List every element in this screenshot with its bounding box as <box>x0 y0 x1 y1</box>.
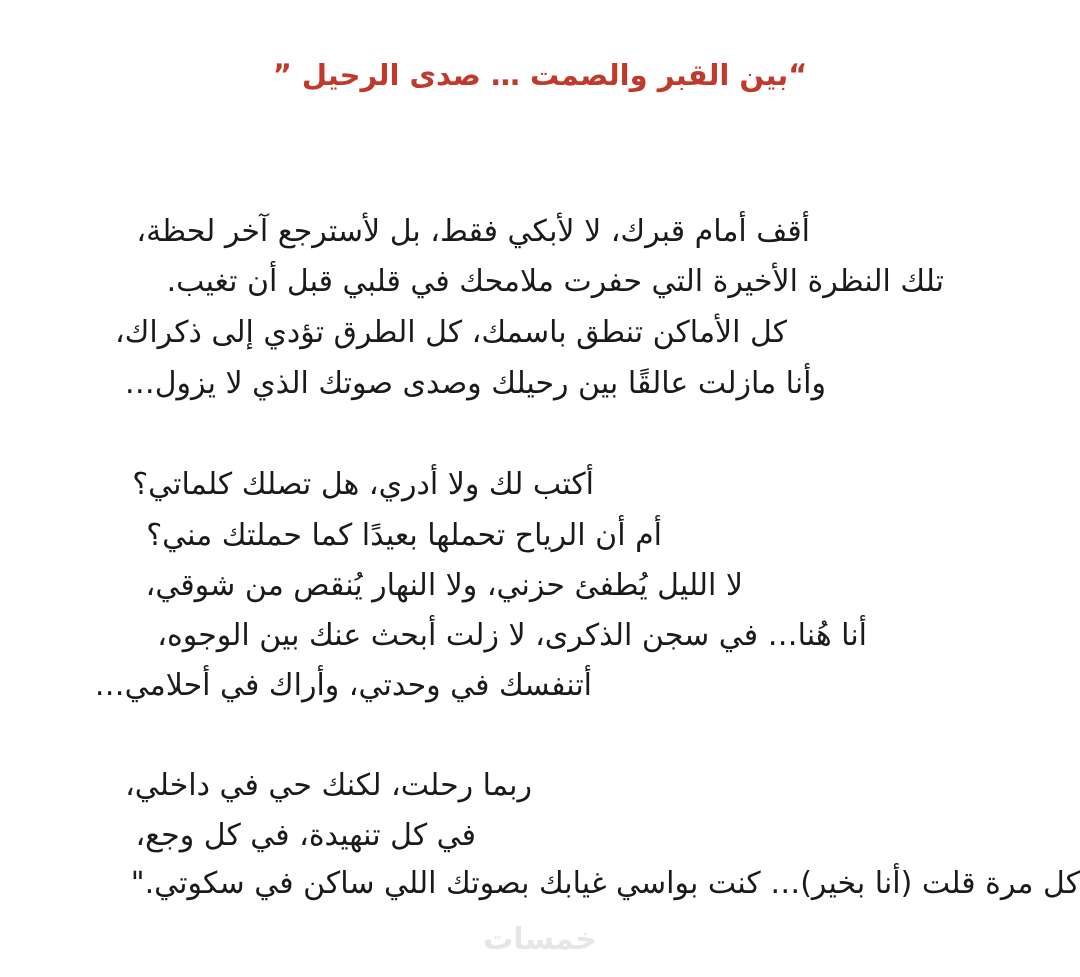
poem-line: أم أن الرياح تحملها بعيدًا كما حملتك مني؟ <box>146 518 662 553</box>
poem-line: أتنفسك في وحدتي، وأراك في أحلامي… <box>94 668 592 703</box>
poem-line: أنا هُنا… في سجن الذكرى، لا زلت أبحث عنك بين الوجوه، <box>157 618 867 653</box>
poem-line: وأنا مازلت عالقًا بين رحيلك وصدى صوتك الذي لا يزول… <box>124 366 826 401</box>
poem-line: أقف أمام قبرك، لا لأبكي فقط، بل لأسترجع آخر لحظة، <box>136 214 810 249</box>
poem-line: في كل تنهيدة، في كل وجع، <box>135 818 476 853</box>
poem-line: كل الأماكن تنطق باسمك، كل الطرق تؤدي إلى ذكراك، <box>114 315 787 350</box>
poem-title: “بين القبر والصمت … صدى الرحيل ” <box>272 58 808 92</box>
poem-line: ربما رحلت، لكنك حي في داخلي، <box>125 768 532 803</box>
watermark-logo: خمسات <box>483 922 597 957</box>
poem-line: تلك النظرة الأخيرة التي حفرت ملامحك في قلبي قبل أن تغيب. <box>166 264 944 299</box>
poem-line: لا الليل يُطفئ حزني، ولا النهار يُنقص من شوقي، <box>145 568 743 603</box>
poem-line: كل مرة قلت (أنا بخير)… كنت بواسي غيابك بصوتك اللي ساكن في سكوتي." <box>130 866 1080 901</box>
poem-line: أكتب لك ولا أدري، هل تصلك كلماتي؟ <box>132 467 594 502</box>
